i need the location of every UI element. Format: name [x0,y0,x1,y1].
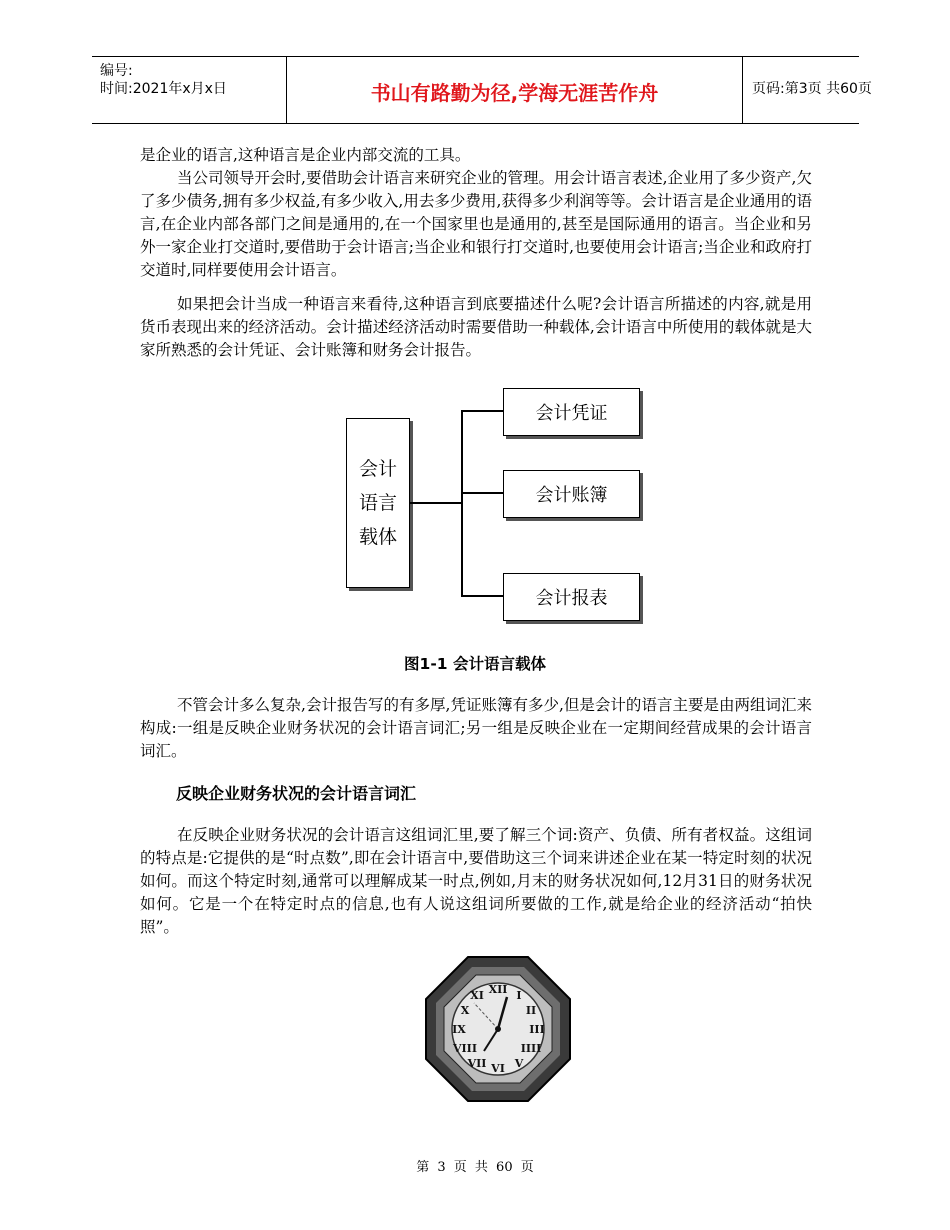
branch-box-reports: 会计报表 [503,573,640,621]
page-header [92,56,872,124]
accounting-language-carrier-diagram [340,380,650,630]
number-label: 编号: [100,63,133,79]
paragraph-1: 当公司领导开会时,要借助会计语言来研究企业的管理。用会计语言表述,企业用了多少资产,欠了多少债务,拥有多少权益,有多少收入,用去多少费用,获得多少利润等等。会计语言是企业通用的语言,在企业内部各部门之间是通用的,在一个国家里也是通用的,甚至是国际通用的语言。当企业和另外一家企业打交道时,要借助于会计语言;当企业和银行打交道时,也要使用会计语言;当企业和政府打交道时,同样要使用会计语言。 [140,169,812,279]
connector-branch2 [461,492,503,494]
svg-text:XII: XII [488,983,508,996]
svg-text:VI: VI [491,1062,505,1075]
connector-branch1 [461,410,503,412]
svg-text:III: III [529,1023,545,1036]
header-motto-cell [286,57,743,123]
page-info: 页码:第3页 共60页 [752,81,872,97]
root-label-line3: 载体 [358,526,397,548]
branch-box-vouchers: 会计凭证 [503,388,640,436]
header-meta-cell [92,57,286,123]
branch-box-books: 会计账簿 [503,470,640,518]
time-label: 时间:2021年x月x日 [100,81,227,97]
paragraph-continuation: 是企业的语言,这种语言是企业内部交流的工具。 [140,146,471,164]
diagram-root-box [346,418,410,588]
header-page-cell [742,57,872,123]
svg-text:XI: XI [470,989,484,1002]
section-heading: 反映企业财务状况的会计语言词汇 [176,784,417,803]
connector-branch3 [461,595,503,597]
svg-text:II: II [525,1004,537,1017]
root-label-line2: 语言 [358,492,397,514]
paragraph-4: 在反映企业财务状况的会计语言这组词汇里,要了解三个词:资产、负债、所有者权益。这组词的特点是:它提供的是“时点数”,即在会计语言中,要借助这三个词来讲述企业在某一特定时刻的状况如何。而这个特定时刻,通常可以理解成某一时点,例如,月末的财务状况如何,12月31日的财务状况如何。它是一个在特定时点的信息,也有人说这组词所要做的工作,就是给企业的经济活动“拍快照”。 [140,826,812,936]
svg-text:VIII: VIII [453,1042,477,1055]
connector-root [410,502,462,504]
root-label-line1: 会计 [358,458,397,480]
motto: 书山有路勤为径,学海无涯苦作舟 [370,81,659,105]
svg-text:V: V [514,1057,524,1070]
figure-caption: 图1-1 会计语言载体 [404,655,546,673]
page-footer: 第 3 页 共 60 页 [416,1160,534,1175]
svg-text:IX: IX [452,1023,466,1036]
svg-text:VII: VII [467,1057,487,1070]
clock-illustration [424,955,572,1103]
paragraph-3: 不管会计多么复杂,会计报告写的有多厚,凭证账簿有多少,但是会计的语言主要是由两组词汇来构成:一组是反映企业财务状况的会计语言词汇;另一组是反映企业在一定期间经营成果的会计语言词汇。 [140,696,812,760]
paragraph-2: 如果把会计当成一种语言来看待,这种语言到底要描述什么呢?会计语言所描述的内容,就是用货币表现出来的经济活动。会计描述经济活动时需要借助一种载体,会计语言中所使用的载体就是大家所熟悉的会计凭证、会计账簿和财务会计报告。 [140,295,812,359]
svg-text:X: X [460,1004,470,1017]
svg-text:IIII: IIII [520,1042,542,1055]
svg-text:I: I [516,989,522,1002]
connector-vertical [461,410,463,596]
